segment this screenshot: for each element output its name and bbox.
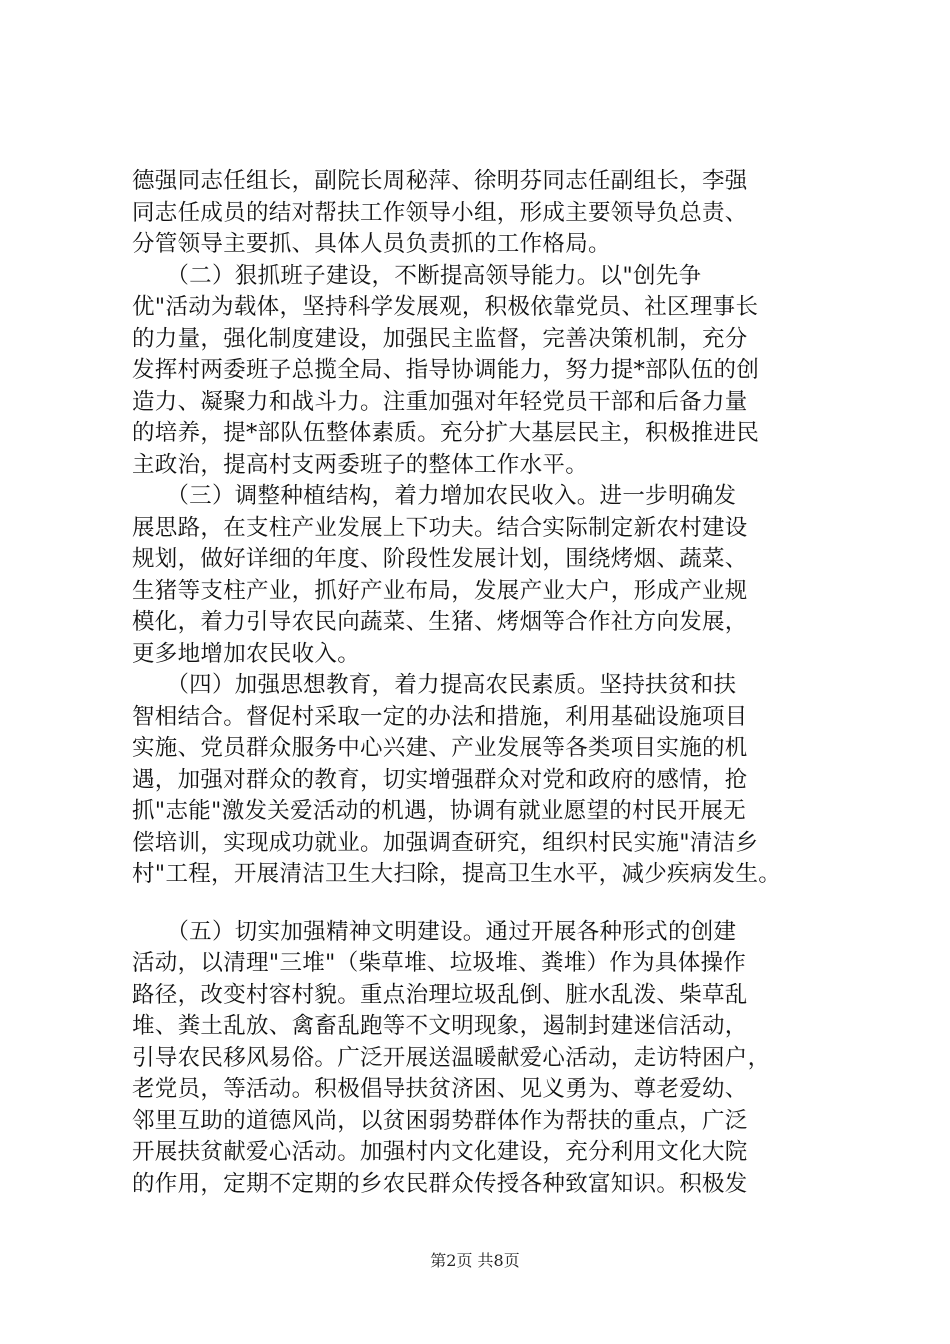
text-line: 堆、粪土乱放、禽畜乱跑等不文明现象，遏制封建迷信活动， (132, 1013, 748, 1039)
text-line: 实施、党员群众服务中心兴建、产业发展等各类项目实施的机 (132, 735, 748, 761)
text-line: 模化，着力引导农民向蔬菜、生猪、烤烟等合作社方向发展， (132, 609, 748, 635)
text-line: 同志任成员的结对帮扶工作领导小组，形成主要领导负总责、 (132, 199, 748, 226)
text-line: （五）切实加强精神文明建设。通过开展各种形式的创建 (132, 918, 737, 945)
page-number-footer: 第2页 共8页 (430, 1251, 520, 1270)
text-line: 主政治，提高村支两委班子的整体工作水平。 (132, 451, 589, 478)
paragraph-ideological-education (132, 670, 848, 891)
paragraph-team-building (132, 261, 848, 482)
text-line: 活动，以清理"三堆"（柴草堆、垃圾堆、粪堆）作为具体操作 (132, 950, 747, 976)
text-line: 偿培训，实现成功就业。加强调查研究，组织村民实施"清洁乡 (132, 829, 759, 856)
text-line: （四）加强思想教育，着力提高农民素质。坚持扶贫和扶 (132, 672, 737, 698)
text-line: 邻里互助的道德风尚，以贫困弱势群体作为帮扶的重点，广泛 (132, 1107, 748, 1134)
text-line: 引导农民移风易俗。广泛开展送温暖献爱心活动，走访特困户， (132, 1044, 771, 1071)
text-line: 路径，改变村容村貌。重点治理垃圾乱倒、脏水乱泼、柴草乱 (132, 981, 748, 1008)
text-line: 的力量，强化制度建设，加强民主监督，完善决策机制，充分 (132, 325, 748, 352)
text-line: 抓"志能"激发关爱活动的机遇，协调有就业愿望的村民开展无 (132, 798, 747, 824)
paragraph-planting-structure (132, 481, 848, 670)
text-line: （三）调整种植结构，着力增加农民收入。进一步明确发 (132, 483, 737, 509)
text-line: 优"活动为载体，坚持科学发展观，积极依靠党员、社区理事长 (132, 294, 759, 320)
text-line: 发挥村两委班子总揽全局、指导协调能力，努力提*部队伍的创 (132, 357, 760, 383)
text-line: 生猪等支柱产业，抓好产业布局，发展产业大户，形成产业规 (132, 577, 748, 604)
paragraph-spiritual-civilization (132, 917, 848, 1201)
text-line: 展思路，在支柱产业发展上下功夫。结合实际制定新农村建设 (132, 514, 748, 541)
text-line: 村"工程，开展清洁卫生大扫除，提高卫生水平，减少疾病发生。 (132, 861, 782, 887)
text-line: 智相结合。督促村采取一定的办法和措施，利用基础设施项目 (132, 703, 748, 730)
text-line: 德强同志任组长，副院长周秘萍、徐明芬同志任副组长，李强 (132, 168, 748, 194)
text-line: 的培养，提*部队伍整体素质。充分扩大基层民主，积极推进民 (132, 420, 760, 446)
paragraph-leadership-group (132, 166, 848, 261)
paragraph-spacer (132, 891, 848, 917)
text-line: 更多地增加农民收入。 (132, 640, 361, 667)
text-line: 老党员，等活动。积极倡导扶贫济困、见义勇为、尊老爱幼、 (132, 1076, 748, 1102)
text-line: 的作用，定期不定期的乡农民群众传授各种致富知识。积极发 (132, 1170, 748, 1197)
text-line: 规划，做好详细的年度、阶段性发展计划，围绕烤烟、蔬菜、 (132, 546, 748, 572)
text-line: 分管领导主要抓、具体人员负责抓的工作格局。 (132, 231, 611, 257)
text-line: 造力、凝聚力和战斗力。注重加强对年轻党员干部和后备力量 (132, 388, 748, 415)
text-line: 遇，加强对群众的教育，切实增强群众对党和政府的感情，抢 (132, 766, 748, 793)
document-body (132, 166, 848, 1200)
text-line: 开展扶贫献爱心活动。加强村内文化建设，充分利用文化大院 (132, 1139, 748, 1165)
text-line: （二）狠抓班子建设，不断提高领导能力。以"创先争 (132, 262, 702, 289)
